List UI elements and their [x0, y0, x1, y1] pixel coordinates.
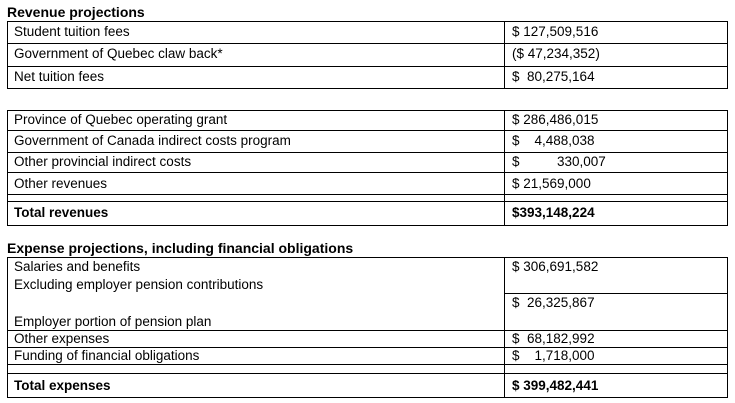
exp-grid-left: [7, 257, 8, 398]
total-expenses-value: $ 399,482,441: [512, 378, 599, 393]
claw-back-label: Government of Quebec claw back*: [14, 46, 223, 61]
provincial-indirect-value: $ 330,007: [512, 154, 606, 169]
salaries-label: Salaries and benefits: [14, 259, 141, 274]
rev-rule: [7, 201, 728, 202]
pension-value: $ 26,325,867: [512, 295, 595, 310]
net-tuition-value: $ 80,275,164: [512, 69, 595, 84]
financial-obligations-label: Funding of financial obligations: [14, 348, 200, 363]
canada-indirect-value: $ 4,488,038: [512, 133, 595, 148]
other-revenues-label: Other revenues: [14, 176, 108, 191]
rev-rule: [7, 66, 728, 67]
rev-grid-left-top: [7, 21, 8, 89]
rev-grid-right-bottom: [727, 110, 728, 226]
financial-obligations-value: $ 1,718,000: [512, 348, 595, 363]
other-expenses-value: $ 68,182,992: [512, 331, 595, 346]
rev-grid-left-bottom: [7, 110, 8, 226]
canada-indirect-label: Government of Canada indirect costs program: [14, 133, 291, 148]
excluding-pension-label: Excluding employer pension contributions: [14, 277, 264, 292]
exp-grid-mid: [504, 257, 505, 398]
student-tuition-value: $ 127,509,516: [512, 24, 599, 39]
salaries-value: $ 306,691,582: [512, 259, 599, 274]
rev-rule: [7, 130, 728, 131]
rev-rule: [7, 43, 728, 44]
employer-pension-label: Employer portion of pension plan: [14, 314, 212, 329]
operating-grant-value: $ 286,486,015: [512, 112, 599, 127]
total-revenues-value: $393,148,224: [512, 205, 595, 220]
rev-rule: [7, 21, 728, 22]
rev-rule: [7, 172, 728, 173]
exp-rule: [7, 364, 728, 365]
rev-rule: [7, 194, 728, 195]
other-revenues-value: $ 21,569,000: [512, 176, 591, 191]
exp-grid-right: [727, 257, 728, 398]
rev-grid-mid-bottom: [504, 110, 505, 226]
exp-rule: [7, 397, 728, 398]
provincial-indirect-label: Other provincial indirect costs: [14, 154, 192, 169]
other-expenses-label: Other expenses: [14, 331, 110, 346]
expense-section-title: Expense projections, including financial obligations: [7, 240, 354, 256]
operating-grant-label: Province of Quebec operating grant: [14, 112, 228, 127]
claw-back-value: ($ 47,234,352): [512, 46, 600, 61]
rev-grid-right-top: [727, 21, 728, 89]
rev-rule: [7, 225, 728, 226]
student-tuition-label: Student tuition fees: [14, 24, 130, 39]
exp-rule: [7, 373, 728, 374]
total-expenses-label: Total expenses: [14, 378, 111, 393]
rev-rule: [7, 88, 728, 89]
total-revenues-label: Total revenues: [14, 205, 109, 220]
exp-rule: [7, 330, 728, 331]
revenue-section-title: Revenue projections: [7, 4, 145, 20]
rev-grid-mid-top: [504, 21, 505, 89]
net-tuition-label: Net tuition fees: [14, 69, 105, 84]
